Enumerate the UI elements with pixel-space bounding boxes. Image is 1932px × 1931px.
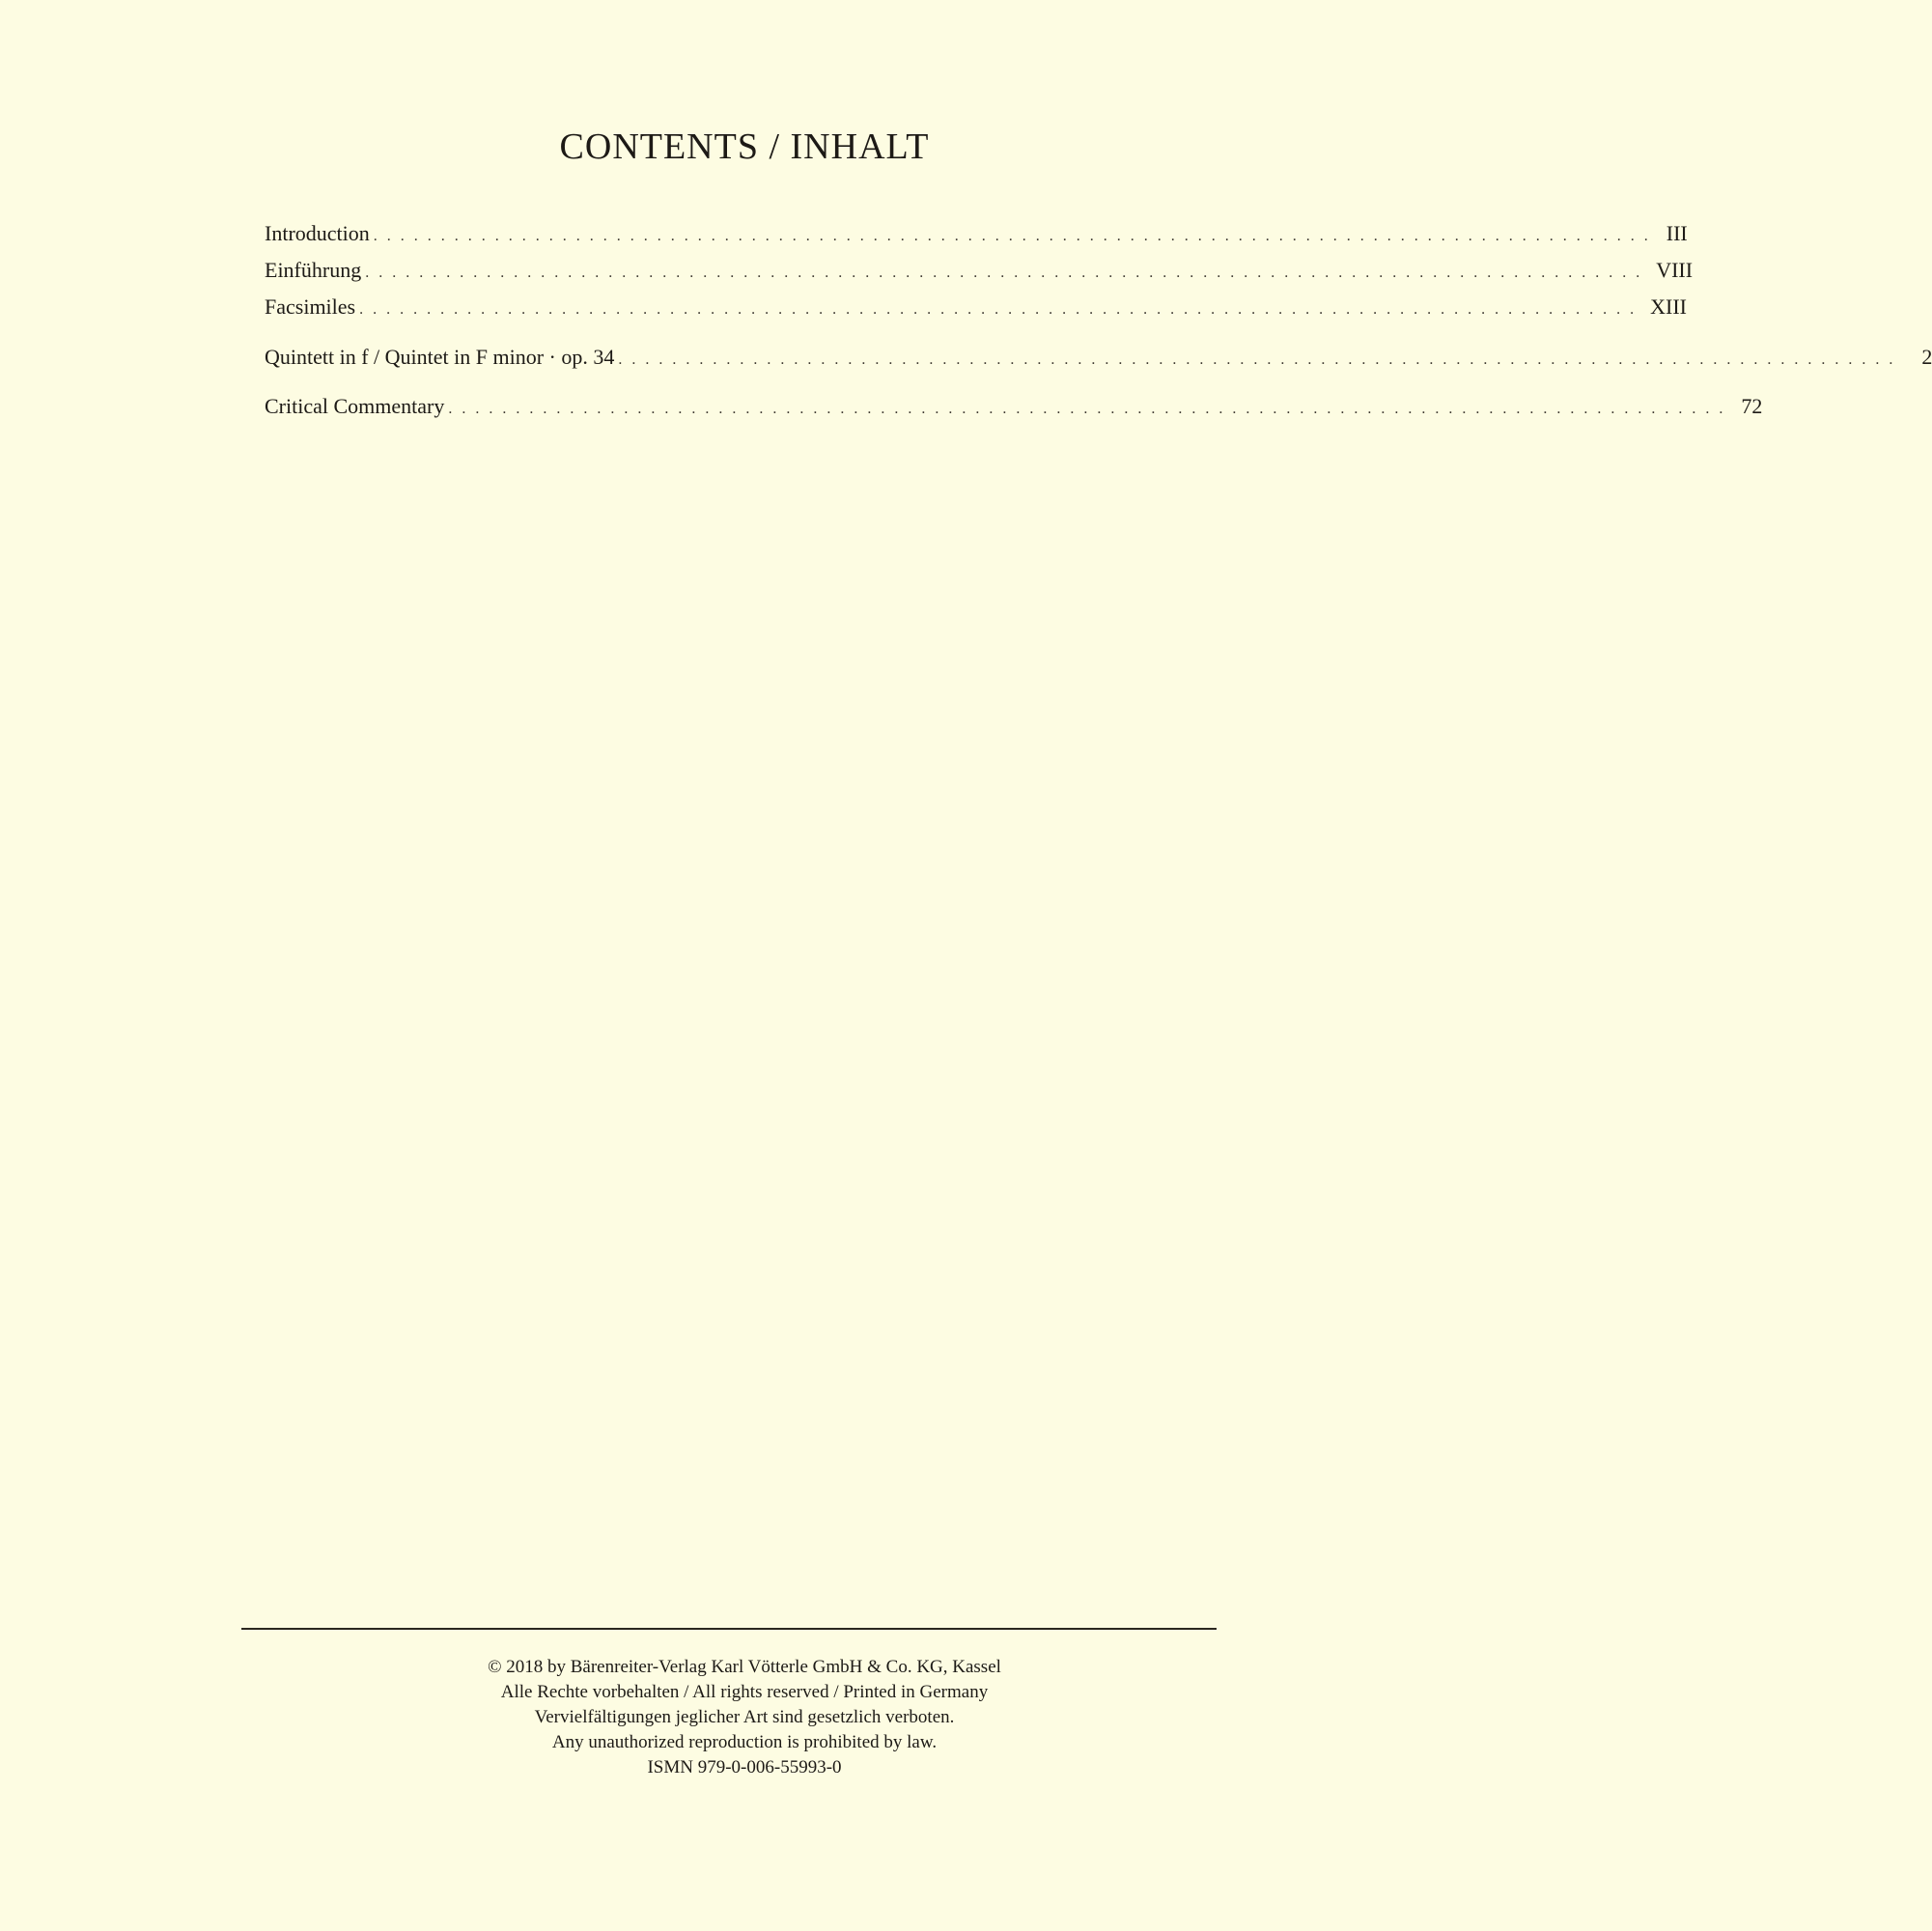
imprint-reproduction-en-line: Any unauthorized reproduction is prohibited by law. [551, 1732, 938, 1752]
toc-entry-label: Einführung [265, 258, 362, 282]
toc-entry-quintet[interactable] [265, 345, 1932, 370]
imprint-rights-line: Alle Rechte vorbehalten / All rights reserved / Printed in Germany [500, 1682, 989, 1702]
toc-entry-page: 72 [1741, 394, 1763, 418]
toc-entry-introduction[interactable] [265, 221, 1688, 246]
toc-leader-dots: . . . . . . . . . . . . . . . . . . . . . . . . . . . . . . . . . . . . . . . . . . . . . . . . . . . . . . . . . . . . . . . . . . . . . . . . . . . . . . . . . . . . . . . . . . . . . . . [618, 351, 1896, 368]
copyright-imprint [0, 1655, 1489, 1780]
toc-entry-label: Introduction [265, 221, 370, 245]
toc-leader-dots: . . . . . . . . . . . . . . . . . . . . . . . . . . . . . . . . . . . . . . . . . . . . . . . . . . . . . . . . . . . . . . . . . . . . . . . . . . . . . . . . . . . . . . . . . . . . . . . [365, 265, 1643, 281]
toc-leader-dots: . . . . . . . . . . . . . . . . . . . . . . . . . . . . . . . . . . . . . . . . . . . . . . . . . . . . . . . . . . . . . . . . . . . . . . . . . . . . . . . . . . . . . . . . . . . . . . . [373, 228, 1651, 244]
toc-entry-critical-commentary[interactable] [265, 394, 1763, 419]
imprint-ismn-line: ISMN 979-0-006-55993-0 [647, 1757, 842, 1777]
toc-entry-page: XIII [1650, 294, 1687, 319]
toc-entry-facsimiles[interactable] [265, 294, 1687, 320]
toc-entry-page: VIII [1656, 258, 1694, 282]
toc-entry-einfuhrung[interactable] [265, 258, 1694, 283]
page-title: CONTENTS / INHALT [559, 126, 930, 167]
toc-entry-label: Quintett in f / Quintet in F minor · op. 34 [265, 345, 615, 369]
toc-entry-label: Facsimiles [265, 294, 356, 319]
imprint-reproduction-de-line: Vervielfältigungen jeglicher Art sind gesetzlich verboten. [534, 1707, 955, 1727]
toc-entry-page: III [1666, 221, 1688, 245]
toc-entry-page: 2 [1921, 345, 1932, 369]
toc-leader-dots: . . . . . . . . . . . . . . . . . . . . . . . . . . . . . . . . . . . . . . . . . . . . . . . . . . . . . . . . . . . . . . . . . . . . . . . . . . . . . . . . . . . . . . . . . . . . . . . [448, 401, 1726, 417]
toc-entry-label: Critical Commentary [265, 394, 445, 418]
toc-leader-dots: . . . . . . . . . . . . . . . . . . . . . . . . . . . . . . . . . . . . . . . . . . . . . . . . . . . . . . . . . . . . . . . . . . . . . . . . . . . . . . . . . . . . . . . . . . . . . . . [359, 301, 1638, 318]
footer-divider [241, 1628, 1217, 1630]
imprint-copyright-line: © 2018 by Bärenreiter-Verlag Karl Vötterle GmbH & Co. KG, Kassel [488, 1657, 1001, 1677]
